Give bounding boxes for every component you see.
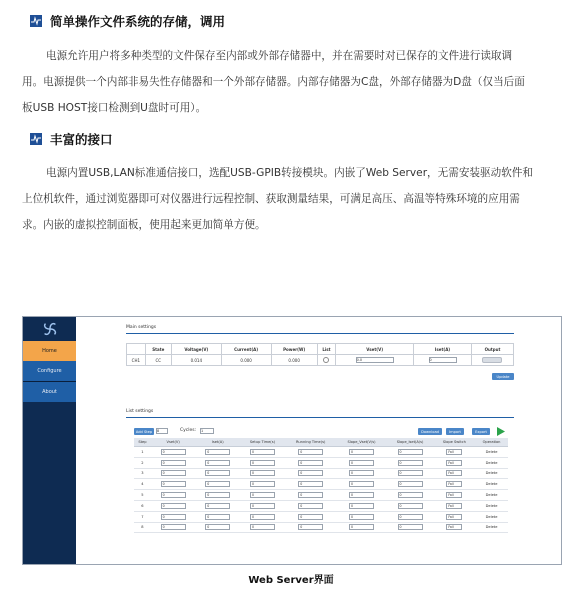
main-settings-table: [126, 343, 514, 366]
step-si-input[interactable]: 0: [398, 514, 423, 520]
slope-switch-select[interactable]: Fall: [446, 481, 462, 487]
export-button[interactable]: Export: [472, 428, 490, 435]
step-si-input[interactable]: 0: [398, 449, 423, 455]
update-button[interactable]: Update: [492, 373, 514, 380]
delete-link[interactable]: Delete: [475, 522, 508, 533]
slope-switch-select[interactable]: Fall: [446, 503, 462, 509]
add-step-button[interactable]: Add Step: [135, 429, 153, 434]
step-i-input[interactable]: 0: [205, 503, 230, 509]
step-i-input[interactable]: 0: [205, 524, 230, 530]
nav-configure[interactable]: Configure: [23, 361, 76, 381]
step-i-input[interactable]: 0: [205, 449, 230, 455]
add-step-count[interactable]: 8: [156, 428, 168, 434]
section-heading-interface: [30, 130, 113, 148]
iset-input[interactable]: 0: [414, 355, 472, 366]
step-si-input[interactable]: 0: [398, 524, 423, 530]
step-i-input[interactable]: 0: [205, 514, 230, 520]
paragraph-storage: 电源允许用户将多种类型的文件保存至内部或外部存储器中，并在需要时对已保存的文件进行读取调 用。电源提供一个内部非易失性存储器和一个外部存储器。内部存储器为C盘，外部存储器为D盘（仅当后面 板USB HOST接口检测到U盘时可用）。: [22, 50, 525, 114]
step-setup-input[interactable]: 0: [250, 492, 275, 498]
power-value: 0.000: [271, 355, 317, 366]
step-setup-input[interactable]: 0: [250, 460, 275, 466]
step-run-input[interactable]: 0: [298, 460, 323, 466]
step-setup-input[interactable]: 0: [250, 470, 275, 476]
play-icon[interactable]: [497, 427, 505, 436]
heading-text: 丰富的接口: [50, 132, 113, 147]
table-row: [134, 447, 508, 458]
step-run-input[interactable]: 0: [298, 449, 323, 455]
logo-icon: [41, 320, 59, 338]
table-row: [134, 511, 508, 522]
channel-label: CH1: [127, 355, 146, 366]
step-v-input[interactable]: 0: [161, 449, 186, 455]
list-table-body: [134, 447, 508, 533]
step-v-input[interactable]: 0: [161, 492, 186, 498]
step-sv-input[interactable]: 0: [349, 492, 374, 498]
table-row: [134, 479, 508, 490]
current-value: 0.000: [221, 355, 271, 366]
step-v-input[interactable]: 0: [161, 514, 186, 520]
section-heading-storage: [30, 12, 225, 30]
step-run-input[interactable]: 0: [298, 524, 323, 530]
step-number: 1: [134, 447, 151, 458]
step-run-input[interactable]: 0: [298, 503, 323, 509]
slope-switch-select[interactable]: Fall: [446, 514, 462, 520]
step-run-input[interactable]: 0: [298, 481, 323, 487]
table-header-row: Step Vset(V) Iset(A) Setup Time(s) Running Time(s) Slope_Vset(V/s) Slope_Iset(A/s) Slope Switch Operation: [134, 438, 508, 447]
delete-link[interactable]: Delete: [475, 490, 508, 501]
step-v-input[interactable]: 0: [161, 460, 186, 466]
step-sv-input[interactable]: 0: [349, 449, 374, 455]
step-setup-input[interactable]: 0: [250, 481, 275, 487]
list-table: [134, 438, 508, 533]
step-si-input[interactable]: 0: [398, 470, 423, 476]
divider: [126, 333, 514, 334]
step-number: 3: [134, 468, 151, 479]
step-sv-input[interactable]: 0: [349, 481, 374, 487]
paragraph-interface: 电源内置USB,LAN标准通信接口，选配USB-GPIB转接模块。内嵌了Web Server，无需安装驱动软件和 上位机软件，通过浏览器即可对仪器进行远程控制、获取测量结果，可满足高压、高温等特殊环境的应用需 求。内嵌的虚拟控制面板，使用起来更加简单方便。: [22, 167, 533, 231]
delete-link[interactable]: Delete: [475, 500, 508, 511]
delete-link[interactable]: Delete: [475, 457, 508, 468]
step-i-input[interactable]: 0: [205, 460, 230, 466]
voltage-value: 0.014: [171, 355, 221, 366]
delete-link[interactable]: Delete: [475, 447, 508, 458]
logo: [23, 317, 76, 341]
step-i-input[interactable]: 0: [205, 481, 230, 487]
slope-switch-select[interactable]: Fall: [446, 492, 462, 498]
vset-input[interactable]: 0.0: [336, 355, 414, 366]
step-number: 5: [134, 490, 151, 501]
step-v-input[interactable]: 0: [161, 470, 186, 476]
table-header-row: State Voltage(V) Current(A) Power(W) List Vset(V) Iset(A) Output: [127, 344, 514, 355]
divider: [126, 417, 514, 418]
slope-switch-select[interactable]: Fall: [446, 524, 462, 530]
slope-switch-select[interactable]: Fall: [446, 470, 462, 476]
wave-icon: [30, 15, 42, 27]
slope-switch-select[interactable]: Fall: [446, 449, 462, 455]
state-value: CC: [145, 355, 171, 366]
step-run-input[interactable]: 0: [298, 514, 323, 520]
step-v-input[interactable]: 0: [161, 503, 186, 509]
list-settings-title: List settings: [126, 409, 154, 414]
list-radio[interactable]: [317, 355, 335, 366]
main-content: [76, 317, 561, 564]
nav-about[interactable]: About: [23, 381, 76, 402]
cycles-input[interactable]: 1: [200, 428, 214, 434]
table-row: [134, 490, 508, 501]
delete-link[interactable]: Delete: [475, 511, 508, 522]
download-button[interactable]: Download: [418, 428, 442, 435]
step-sv-input[interactable]: 0: [349, 514, 374, 520]
step-setup-input[interactable]: 0: [250, 524, 275, 530]
step-number: 4: [134, 479, 151, 490]
step-sv-input[interactable]: 0: [349, 460, 374, 466]
step-setup-input[interactable]: 0: [250, 514, 275, 520]
step-si-input[interactable]: 0: [398, 492, 423, 498]
step-run-input[interactable]: 0: [298, 470, 323, 476]
step-v-input[interactable]: 0: [161, 524, 186, 530]
step-number: 6: [134, 500, 151, 511]
import-button[interactable]: Import: [446, 428, 464, 435]
main-settings-title: Main settings: [126, 325, 157, 330]
cycles-label: Cycles:: [180, 428, 197, 433]
step-setup-input[interactable]: 0: [250, 449, 275, 455]
step-sv-input[interactable]: 0: [349, 470, 374, 476]
wave-icon: [30, 133, 42, 145]
table-row: [134, 522, 508, 533]
step-setup-input[interactable]: 0: [250, 503, 275, 509]
step-si-input[interactable]: 0: [398, 503, 423, 509]
step-si-input[interactable]: 0: [398, 481, 423, 487]
web-server-screenshot: [22, 316, 562, 565]
step-i-input[interactable]: 0: [205, 492, 230, 498]
step-v-input[interactable]: 0: [161, 481, 186, 487]
delete-link[interactable]: Delete: [475, 479, 508, 490]
figure-caption: Web Server界面: [248, 575, 334, 586]
slope-switch-select[interactable]: Fall: [446, 460, 462, 466]
step-number: 8: [134, 522, 151, 533]
nav-home[interactable]: Home: [23, 341, 76, 361]
step-number: 2: [134, 457, 151, 468]
output-toggle[interactable]: [471, 355, 513, 366]
table-row: [127, 355, 514, 366]
delete-link[interactable]: Delete: [475, 468, 508, 479]
table-row: [134, 457, 508, 468]
step-run-input[interactable]: 0: [298, 492, 323, 498]
heading-text: 简单操作文件系统的存储，调用: [50, 14, 226, 29]
step-sv-input[interactable]: 0: [349, 524, 374, 530]
step-sv-input[interactable]: 0: [349, 503, 374, 509]
sidebar: [23, 317, 76, 564]
step-si-input[interactable]: 0: [398, 460, 423, 466]
step-number: 7: [134, 511, 151, 522]
table-row: [134, 468, 508, 479]
step-i-input[interactable]: 0: [205, 470, 230, 476]
table-row: [134, 500, 508, 511]
